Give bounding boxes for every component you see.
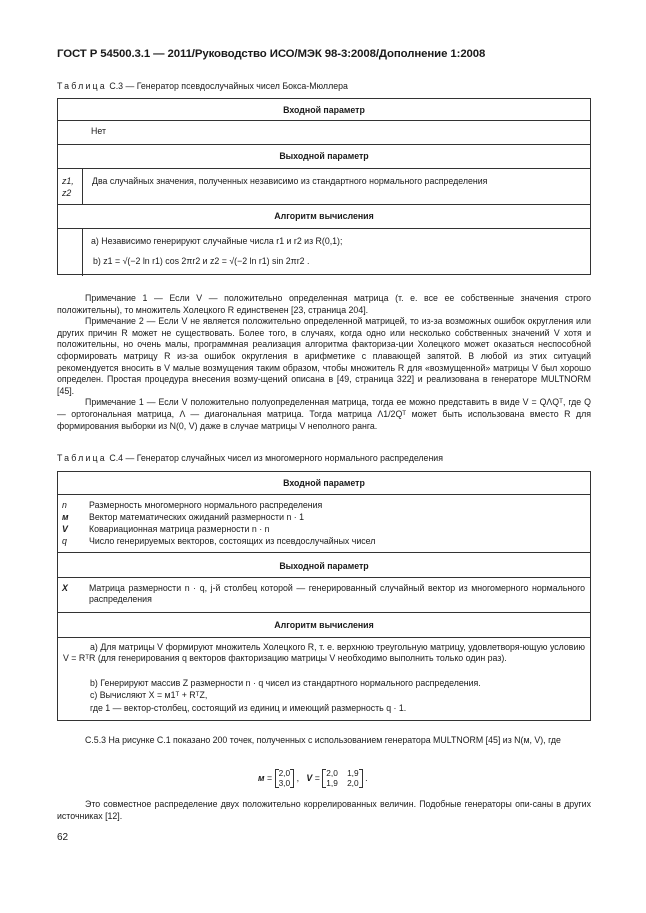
table-c4-input-desc-0: Размерность многомерного нормального распределения xyxy=(89,500,323,510)
table-c3-caption-text: С.3 — Генератор псевдослучайных чисел Бокса-Мюллера xyxy=(109,81,348,91)
table-c4-output-header: Выходной параметр xyxy=(279,561,369,571)
table-c4-step-b: b) Генерируют массив Z размерности n · q чисел из стандартного нормального распределения. xyxy=(90,678,481,688)
v-value-10: 1,9 xyxy=(326,777,338,788)
table-c3-algo-header: Алгоритм вычисления xyxy=(274,211,374,221)
table-c4-input-symbol-3: q xyxy=(62,536,67,546)
table-c3-input-header: Входной параметр xyxy=(283,105,365,115)
table-c3-output-header: Выходной параметр xyxy=(279,151,369,161)
table-c3-output-symbol-1: z1, xyxy=(62,176,74,186)
table-c4-input-desc-3: Число генерируемых векторов, состоящих из псевдослучайных чисел xyxy=(89,536,376,546)
mu-value-1: 3,0 xyxy=(278,777,291,788)
table-c3 xyxy=(57,98,591,275)
v-value-01: 1,9 xyxy=(347,768,359,778)
note-1: Примечание 1 — Если V — положительно определенная матрица (т. е. все ее собственные значения строго положительны), то множитель Холецкого R единственен [23, страница 204]. xyxy=(57,293,591,315)
table-c3-caption-label: Таблица xyxy=(57,81,107,91)
table-c4-algo-header: Алгоритм вычисления xyxy=(274,620,374,630)
note-3: Примечание 1 — Если V положительно полуопределенная матрица, тогда ее можно представить в виде V = QΛQᵀ, где Q — ортогональная матрица, Λ — диагональная матрица. Тогда матрица Λ1/2Qᵀ может быть использована вместо R для формирования выборки из N(0, V) даже в случае матрицы V неполного ранга. xyxy=(57,397,591,431)
table-c4-input-desc-1: Вектор математических ожиданий размерности n · 1 xyxy=(89,512,305,522)
section-c53-p2 xyxy=(57,799,591,822)
table-c4-step-a: а) Для матрицы V формируют множитель Холецкого R, т. е. верхнюю треугольную матрицу, удовлетворя-ющую условию V = RᵀR (для генерирования q векторов факторизацию матрицы V необходимо выполнить только один раз). xyxy=(63,642,585,664)
section-c53-conclusion: Это совместное распределение двух положительно коррелированных величин. Подобные генераторы опи-саны в других источниках [12]. xyxy=(57,799,591,821)
table-c4-input-header: Входной параметр xyxy=(283,478,365,488)
table-c4-caption-text: С.4 — Генератор случайных чисел из многомерного нормального распределения xyxy=(109,453,443,463)
notes-block xyxy=(57,293,591,432)
table-c4-caption-label: Таблица xyxy=(57,453,107,463)
matrix-formula: м = 2,0 3,0 , V = 2,0 1,9 1,9 2,0 . xyxy=(258,768,368,788)
v-matrix xyxy=(322,769,362,788)
table-c4-input-symbol-0: n xyxy=(62,500,67,510)
table-c4-caption xyxy=(57,453,443,463)
v-value-00: 2,0 xyxy=(326,768,338,778)
mu-label: м xyxy=(258,772,265,783)
table-c4 xyxy=(57,471,591,721)
note-2: Примечание 2 — Если V не является положительно определенной матрицей, то из-за возможных ошибок округления или других причин R может не существовать. Более того, в случаях, когда одно или несколько собственных значений V хотя и положительны, но очень малы, программная реализация алгоритма факториза-ции Холецкого может оказаться неспособной сформировать матрицу R из-за ошибок округления в арифметике с плавающей запятой. В любой из этих ситуаций рекомендуется вносить в V малые возмущения таким образом, чтобы множитель R для «возмущенной» матрицы V был хорошо определен. Простая процедура внесения возму-щений описана в [49, страница 322] и реализована в генераторе MULTNORM [45]. xyxy=(57,316,591,396)
section-c53-text: С.5.3 На рисунке С.1 показано 200 точек, полученных с использованием генератора MULTNORM [45] из N(м, V), где xyxy=(85,735,561,745)
v-label: V xyxy=(306,772,313,783)
table-c4-output-desc: Матрица размерности n · q, j-й столбец которой — генерированный случайный вектор из многомерного нормального распределения xyxy=(89,583,585,605)
table-c3-input-value: Нет xyxy=(91,126,106,136)
mu-vector xyxy=(275,769,295,788)
table-c4-input-symbol-2: V xyxy=(62,524,68,534)
table-c3-output-symbol-2: z2 xyxy=(62,188,72,198)
table-c4-output-symbol: X xyxy=(62,583,68,593)
table-c3-step-a: а) Независимо генерируют случайные числа r1 и r2 из R(0,1); xyxy=(91,236,343,246)
page-number: 62 xyxy=(57,832,69,843)
table-c3-caption xyxy=(57,81,348,91)
section-c53-p1 xyxy=(57,735,591,747)
table-c3-step-b: b) z1 = √(−2 ln r1) cos 2πr2 и z2 = √(−2 ln r1) sin 2πr2 . xyxy=(93,256,310,266)
table-c4-input-desc-2: Ковариационная матрица размерности n · n xyxy=(89,524,270,534)
table-c4-step-c: с) Вычисляют X = м1ᵀ + RᵀZ, xyxy=(90,690,208,700)
table-c4-step-where: где 1 — вектор-столбец, состоящий из единиц и имеющий размерность q · 1. xyxy=(90,703,407,713)
table-c4-input-symbol-1: м xyxy=(62,512,69,522)
v-value-11: 2,0 xyxy=(347,777,359,788)
document-header: ГОСТ Р 54500.3.1 — 2011/Руководство ИСО/МЭК 98-3:2008/Дополнение 1:2008 xyxy=(57,48,486,60)
table-c3-output-desc: Два случайных значения, полученных независимо из стандартного нормального распределения xyxy=(92,176,488,186)
mu-value-0: 2,0 xyxy=(278,768,291,778)
